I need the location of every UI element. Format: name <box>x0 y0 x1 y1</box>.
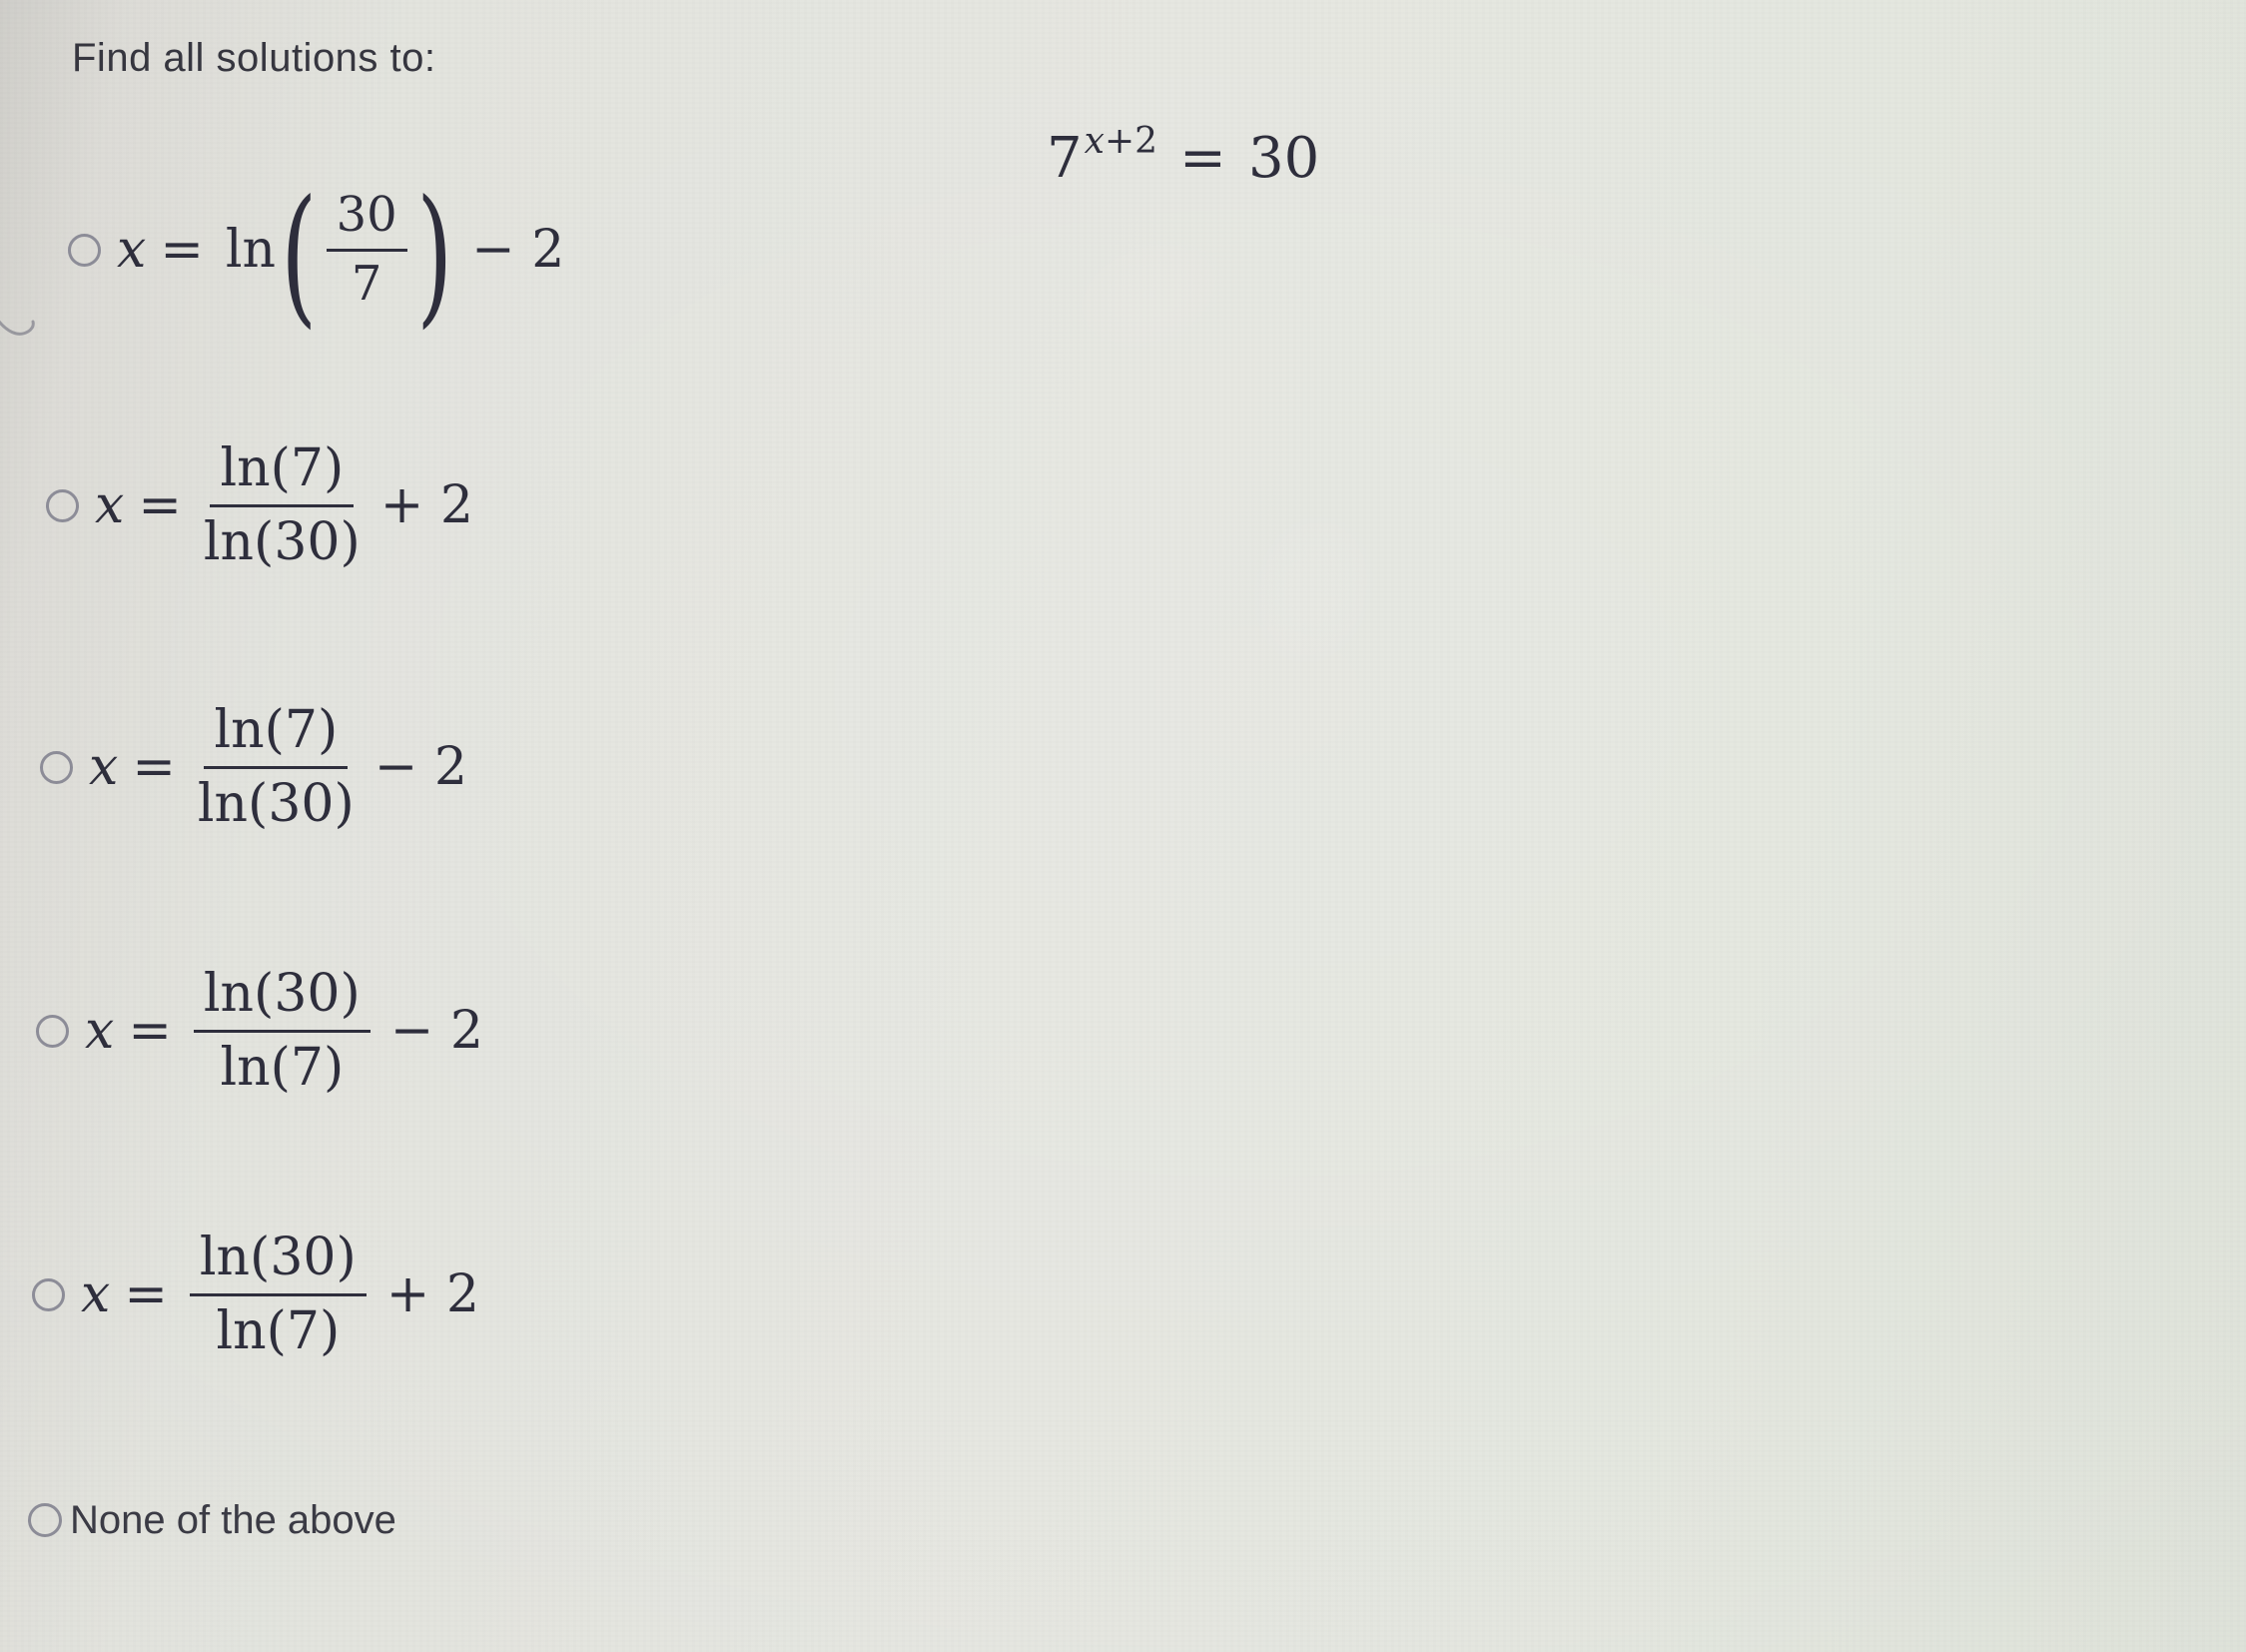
option-row-none <box>28 1496 396 1544</box>
radio-option-5[interactable] <box>32 1278 65 1311</box>
question-equation <box>1047 121 1320 191</box>
option-5-fraction: $\frac{\ln(30)}{\ln(7)}$ <box>190 1230 367 1358</box>
stray-pen-mark <box>0 310 42 350</box>
left-paren: ( <box>281 168 318 343</box>
option-2-fraction: $\frac{\ln(7)}{\ln(30)}$ <box>203 438 361 572</box>
equation-exponent: x+2 <box>1084 121 1158 162</box>
option-row-1 <box>68 168 565 343</box>
option-1-tail: − 2 <box>471 220 565 280</box>
option-1-func: ln <box>225 220 277 280</box>
option-1-equals: = <box>160 220 204 280</box>
option-4-equals: = <box>128 1001 172 1061</box>
option-2-var: x <box>95 475 125 535</box>
radio-option-4[interactable] <box>36 1015 69 1048</box>
option-3-tail: − 2 <box>374 737 467 797</box>
option-3-equals: = <box>132 737 176 797</box>
screen-smudge <box>1202 461 1423 718</box>
radio-option-3[interactable] <box>40 751 73 784</box>
option-row-5 <box>32 1225 479 1364</box>
option-row-2 <box>46 435 473 575</box>
option-5-tail: + 2 <box>385 1264 479 1324</box>
option-3-var: x <box>89 737 119 797</box>
option-row-4 <box>36 961 483 1101</box>
option-1-var: x <box>117 220 147 280</box>
option-5-equals: = <box>124 1264 168 1324</box>
screen-smudge <box>1020 187 1277 403</box>
radio-option-2[interactable] <box>46 489 79 522</box>
radio-option-1[interactable] <box>68 234 101 267</box>
option-1-fraction: $\frac{30}{7}$ <box>327 190 407 311</box>
equation-equals: = <box>1179 126 1226 191</box>
option-4-var: x <box>85 1001 115 1061</box>
option-none-label: None of the above <box>70 1497 396 1542</box>
right-paren: ) <box>415 168 453 343</box>
option-5-var: x <box>81 1264 111 1324</box>
option-row-3 <box>40 697 467 837</box>
option-3-fraction: $\frac{\ln(7)}{\ln(30)}$ <box>197 700 355 834</box>
option-2-tail: + 2 <box>379 475 473 535</box>
option-4-fraction: $\frac{\ln(30)}{\ln(7)}$ <box>194 966 371 1095</box>
option-2-equals: = <box>138 475 182 535</box>
question-prompt: Find all solutions to: <box>72 36 436 80</box>
option-4-tail: − 2 <box>389 1001 483 1061</box>
equation-rhs: 30 <box>1247 126 1320 191</box>
radio-option-none[interactable] <box>28 1503 62 1537</box>
equation-base: 7 <box>1047 126 1083 191</box>
